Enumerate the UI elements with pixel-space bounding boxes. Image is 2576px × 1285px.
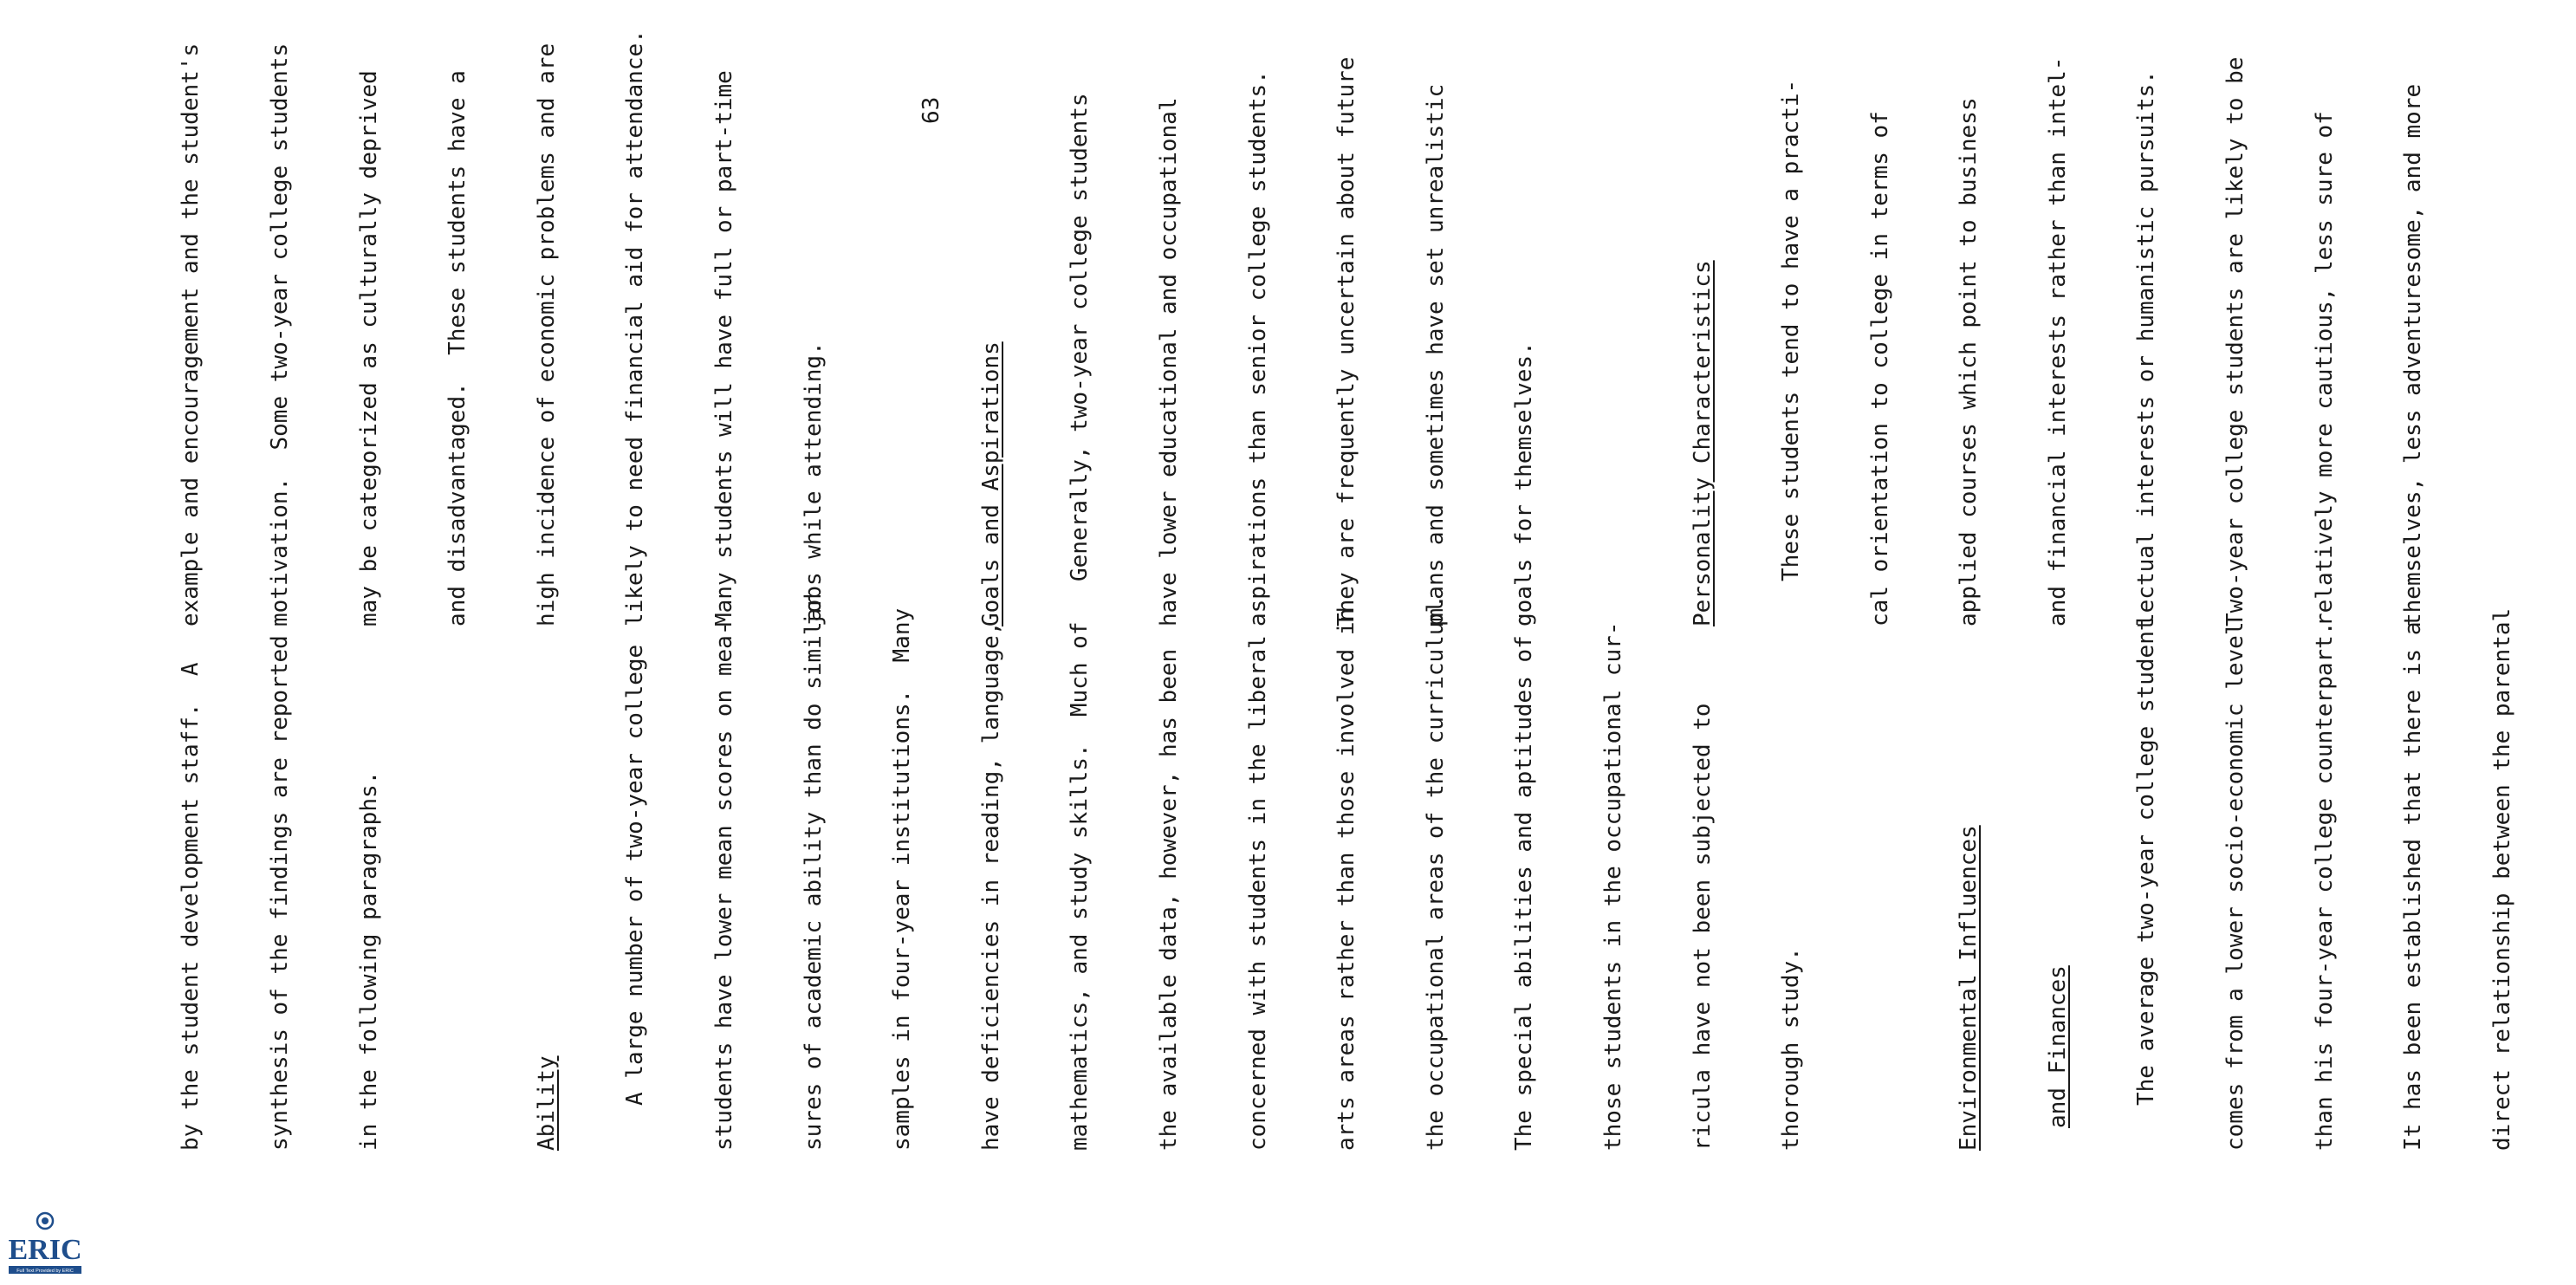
text-line: Many students will have full or part-time — [711, 70, 737, 626]
text-line: high incidence of economic problems and are — [533, 42, 560, 626]
page-number: 63 — [918, 96, 944, 124]
text-line: jobs while attending. — [800, 341, 827, 626]
text-line: cal orientation to college in terms of — [1866, 111, 1893, 626]
heading-goals-and-aspirations: Goals and Aspirations — [977, 341, 1004, 626]
text-line: It has been established that there is a — [2400, 621, 2427, 1151]
text-line: thorough study. — [1778, 947, 1805, 1151]
text-line: by the student development staff. A — [178, 662, 204, 1151]
text-line: The average two-year college student — [2133, 617, 2160, 1106]
text-line: than his four-year college counterpart. — [2311, 621, 2338, 1151]
heading-personality-characteristics: Personality Characteristics — [1689, 260, 1716, 626]
text-line: ricula have not been subjected to — [1689, 703, 1716, 1151]
text-line: plans and sometimes have set unrealistic — [1422, 83, 1449, 626]
eric-logo — [2, 1209, 88, 1282]
text-line: aspirations than senior college students. — [1244, 70, 1271, 626]
text-line: relatively more cautious, less sure of — [2311, 111, 2338, 626]
text-line: may be categorized as culturally deprived — [355, 70, 382, 626]
heading-and-finances: and Finances — [2044, 965, 2071, 1128]
text-line: samples in four-year institutions. Many — [889, 607, 916, 1151]
right-text-column — [117, 29, 2488, 626]
text-line: Generally, two-year college students — [1067, 93, 1093, 581]
text-line: the occupational areas of the curriculum. — [1422, 594, 1449, 1151]
heading-environmental-influences: Environmental Influences — [1956, 825, 1982, 1151]
text-line: comes from a lower socio-economic level — [2222, 621, 2249, 1151]
text-line: in the following paragraphs. — [355, 770, 382, 1151]
text-line: and financial interests rather than intel- — [2044, 56, 2071, 626]
text-line: have deficiencies in reading, language, — [977, 621, 1004, 1151]
text-line: arts areas rather than those involved in — [1333, 607, 1360, 1151]
eric-logo-text: ERIC — [8, 1234, 82, 1266]
text-line: direct relationship between the parental — [2488, 607, 2515, 1151]
text-line: the available data, however, has been — [1155, 648, 1182, 1151]
text-line: Two-year college students are likely to be — [2222, 56, 2249, 626]
text-line: They are frequently uncertain about future — [1333, 56, 1360, 626]
text-line: example and encouragement and the student's — [178, 42, 204, 626]
eric-logo-tagline: Full Text Provided by ERIC — [16, 1269, 74, 1274]
text-line: sures of academic ability than do similar — [800, 594, 827, 1151]
text-line: students have lower mean scores on mea- — [711, 621, 737, 1151]
text-line: motivation. Some two-year college students — [267, 42, 293, 626]
text-line: likely to need financial aid for attendance. — [622, 29, 649, 626]
heading-ability: Ability — [533, 1055, 560, 1151]
text-line: applied courses which point to business — [1956, 97, 1982, 626]
text-line: lectual interests or humanistic pursuits. — [2133, 70, 2160, 626]
text-line: The special abilities and aptitudes of — [1511, 635, 1538, 1151]
text-line: These students tend to have a practi- — [1778, 79, 1805, 581]
left-text-column — [117, 594, 2576, 1151]
text-line: mathematics, and study skills. Much of — [1067, 621, 1093, 1151]
text-line: A large number of two-year college — [622, 644, 649, 1106]
text-line: and disadvantaged. These students have a — [444, 70, 471, 626]
text-line: have lower educational and occupational — [1155, 97, 1182, 626]
text-line: themselves, less adventuresome, and more — [2400, 83, 2427, 626]
text-line: synthesis of the findings are reported — [267, 635, 293, 1151]
text-line: goals for themselves. — [1511, 341, 1538, 626]
text-line: those students in the occupational cur- — [1599, 621, 1626, 1151]
text-line: concerned with students in the liberal — [1244, 635, 1271, 1151]
